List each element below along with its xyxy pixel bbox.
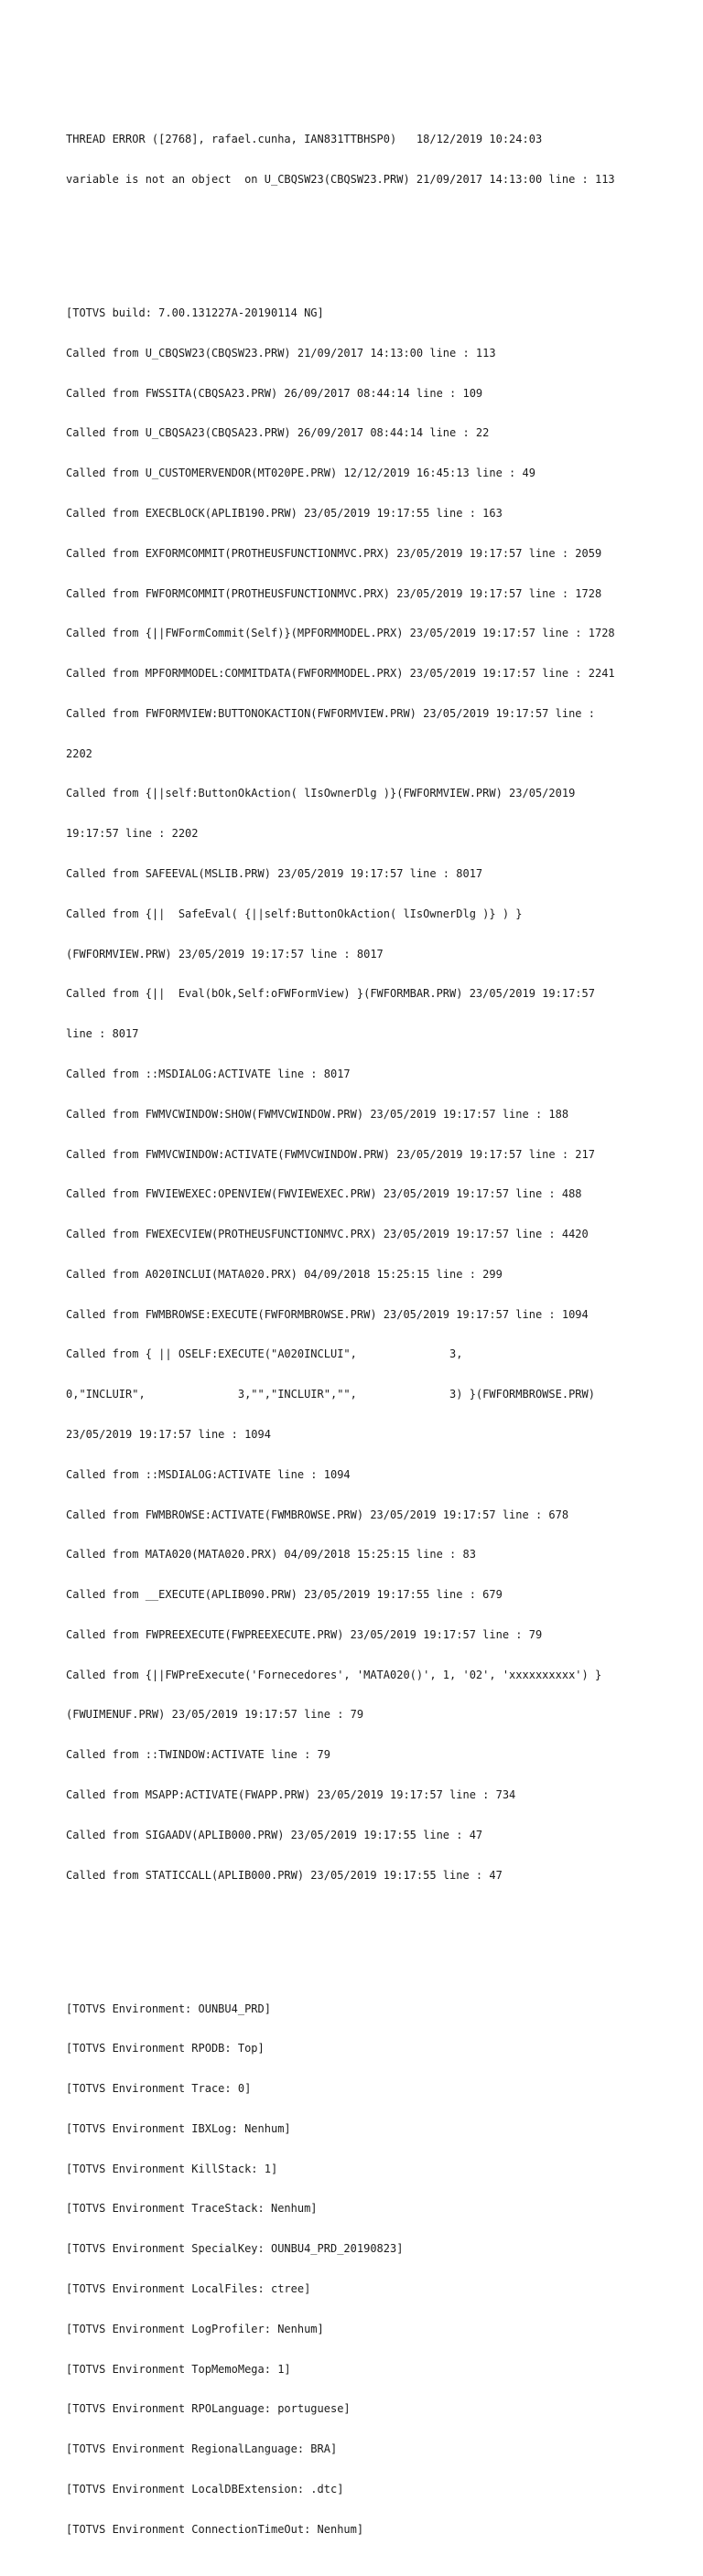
log-line: Called from FWVIEWEXEC:OPENVIEW(FWVIEWEXEC.PRW) 23/05/2019 19:17:57 line : 488 <box>66 1187 582 1201</box>
log-line: Called from MPFORMMODEL:COMMITDATA(FWFORMMODEL.PRX) 23/05/2019 19:17:57 line : 2241 <box>66 667 615 681</box>
blank-line <box>66 240 698 253</box>
log-line: [TOTVS Environment TraceStack: Nenhum] <box>66 2202 318 2216</box>
log-line: Called from {||FWPreExecute('Fornecedores', 'MATA020()', 1, '02', 'xxxxxxxxxx') } <box>66 1668 602 1681</box>
log-line: [TOTVS Environment RegionalLanguage: BRA] <box>66 2442 338 2456</box>
log-line: [TOTVS Environment ConnectionTimeOut: Nenhum] <box>66 2522 364 2536</box>
log-line: [TOTVS Environment LocalFiles: ctree] <box>66 2281 311 2295</box>
call-stack <box>66 280 698 1908</box>
log-line: Called from { || OSELF:EXECUTE("A020INCLUI", 3, <box>66 1347 463 1361</box>
log-line: Called from STATICCALL(APLIB000.PRW) 23/05/2019 19:17:55 line : 47 <box>66 1868 503 1882</box>
log-line: 2202 <box>66 746 92 760</box>
log-line: [TOTVS Environment LogProfiler: Nenhum] <box>66 2322 324 2335</box>
log-line: Called from FWFORMCOMMIT(PROTHEUSFUNCTIONMVC.PRX) 23/05/2019 19:17:57 line : 1728 <box>66 586 602 600</box>
log-line: Called from {||FWFormCommit(Self)}(MPFORMMODEL.PRX) 23/05/2019 19:17:57 line : 1728 <box>66 627 615 640</box>
log-line: [TOTVS Environment KillStack: 1] <box>66 2162 278 2175</box>
log-line: THREAD ERROR ([2768], rafael.cunha, IAN831TTBHSP0) 18/12/2019 10:24:03 <box>66 133 543 146</box>
log-line: (FWUIMENUF.PRW) 23/05/2019 19:17:57 line : 79 <box>66 1708 364 1722</box>
log-line: Called from {|| SafeEval( {||self:ButtonOkAction( lIsOwnerDlg )} ) } <box>66 907 523 920</box>
log-line: Called from MATA020(MATA020.PRX) 04/09/2018 15:25:15 line : 83 <box>66 1548 476 1562</box>
error-log-document <box>66 80 698 2576</box>
log-line: line : 8017 <box>66 1027 139 1041</box>
log-line: [TOTVS build: 7.00.131227A-20190114 NG] <box>66 306 324 320</box>
log-line: [TOTVS Environment: OUNBU4_PRD] <box>66 2002 271 2015</box>
log-line: [TOTVS Environment Trace: 0] <box>66 2082 252 2096</box>
log-line: [TOTVS Environment RPODB: Top] <box>66 2042 265 2055</box>
blank-line <box>66 1936 698 1949</box>
log-line: Called from A020INCLUI(MATA020.PRX) 04/09/2018 15:25:15 line : 299 <box>66 1267 503 1281</box>
log-line: Called from U_CBQSA23(CBQSA23.PRW) 26/09/2017 08:44:14 line : 22 <box>66 426 490 440</box>
log-line: Called from SAFEEVAL(MSLIB.PRW) 23/05/2019 19:17:57 line : 8017 <box>66 867 483 881</box>
log-line: Called from FWSSITA(CBQSA23.PRW) 26/09/2017 08:44:14 line : 109 <box>66 386 483 400</box>
log-line: Called from {|| Eval(bOk,Self:oFWFormView) }(FWFORMBAR.PRW) 23/05/2019 19:17:57 <box>66 987 595 1001</box>
log-line: (FWFORMVIEW.PRW) 23/05/2019 19:17:57 line : 8017 <box>66 947 384 961</box>
log-line: [TOTVS Environment SpecialKey: OUNBU4_PRD_20190823] <box>66 2242 404 2256</box>
log-line: [TOTVS Environment LocalDBExtension: .dtc] <box>66 2482 344 2496</box>
log-line: Called from FWMBROWSE:ACTIVATE(FWMBROWSE.PRW) 23/05/2019 19:17:57 line : 678 <box>66 1508 569 1521</box>
log-line: Called from ::TWINDOW:ACTIVATE line : 79 <box>66 1748 330 1762</box>
log-line: variable is not an object on U_CBQSW23(CBQSW23.PRW) 21/09/2017 14:13:00 line : 113 <box>66 173 615 187</box>
log-line: Called from EXFORMCOMMIT(PROTHEUSFUNCTIONMVC.PRX) 23/05/2019 19:17:57 line : 2059 <box>66 546 602 560</box>
log-line: Called from FWEXECVIEW(PROTHEUSFUNCTIONMVC.PRX) 23/05/2019 19:17:57 line : 4420 <box>66 1228 589 1241</box>
log-line: 19:17:57 line : 2202 <box>66 827 199 841</box>
log-line: Called from U_CBQSW23(CBQSW23.PRW) 21/09/2017 14:13:00 line : 113 <box>66 346 496 360</box>
log-line: Called from FWMVCWINDOW:SHOW(FWMVCWINDOW.PRW) 23/05/2019 19:17:57 line : 188 <box>66 1107 569 1121</box>
log-line: Called from SIGAADV(APLIB000.PRW) 23/05/2019 19:17:55 line : 47 <box>66 1828 483 1841</box>
log-line: 23/05/2019 19:17:57 line : 1094 <box>66 1427 271 1441</box>
log-line: Called from U_CUSTOMERVENDOR(MT020PE.PRW) 12/12/2019 16:45:13 line : 49 <box>66 467 535 480</box>
log-line: [TOTVS Environment RPOLanguage: portuguese] <box>66 2402 351 2416</box>
log-line: Called from FWPREEXECUTE(FWPREEXECUTE.PRW) 23/05/2019 19:17:57 line : 79 <box>66 1627 543 1641</box>
error-header <box>66 106 698 213</box>
log-line: Called from ::MSDIALOG:ACTIVATE line : 1094 <box>66 1467 351 1481</box>
log-line: Called from FWMVCWINDOW:ACTIVATE(FWMVCWINDOW.PRW) 23/05/2019 19:17:57 line : 217 <box>66 1147 595 1161</box>
environment-info <box>66 1975 698 2562</box>
log-line: [TOTVS Environment IBXLog: Nenhum] <box>66 2121 291 2135</box>
log-line: [TOTVS Environment TopMemoMega: 1] <box>66 2362 291 2376</box>
log-line: Called from __EXECUTE(APLIB090.PRW) 23/05/2019 19:17:55 line : 679 <box>66 1588 503 1602</box>
log-line: Called from FWFORMVIEW:BUTTONOKACTION(FWFORMVIEW.PRW) 23/05/2019 19:17:57 line : <box>66 706 595 720</box>
log-line: Called from EXECBLOCK(APLIB190.PRW) 23/05/2019 19:17:55 line : 163 <box>66 507 503 520</box>
log-line: 0,"INCLUIR", 3,"","INCLUIR","", 3) }(FWFORMBROWSE.PRW) <box>66 1388 595 1401</box>
log-line: Called from FWMBROWSE:EXECUTE(FWFORMBROWSE.PRW) 23/05/2019 19:17:57 line : 1094 <box>66 1307 589 1321</box>
log-line: Called from MSAPP:ACTIVATE(FWAPP.PRW) 23/05/2019 19:17:57 line : 734 <box>66 1788 516 1801</box>
log-line: Called from ::MSDIALOG:ACTIVATE line : 8017 <box>66 1067 351 1080</box>
log-line: Called from {||self:ButtonOkAction( lIsOwnerDlg )}(FWFORMVIEW.PRW) 23/05/2019 <box>66 787 576 800</box>
